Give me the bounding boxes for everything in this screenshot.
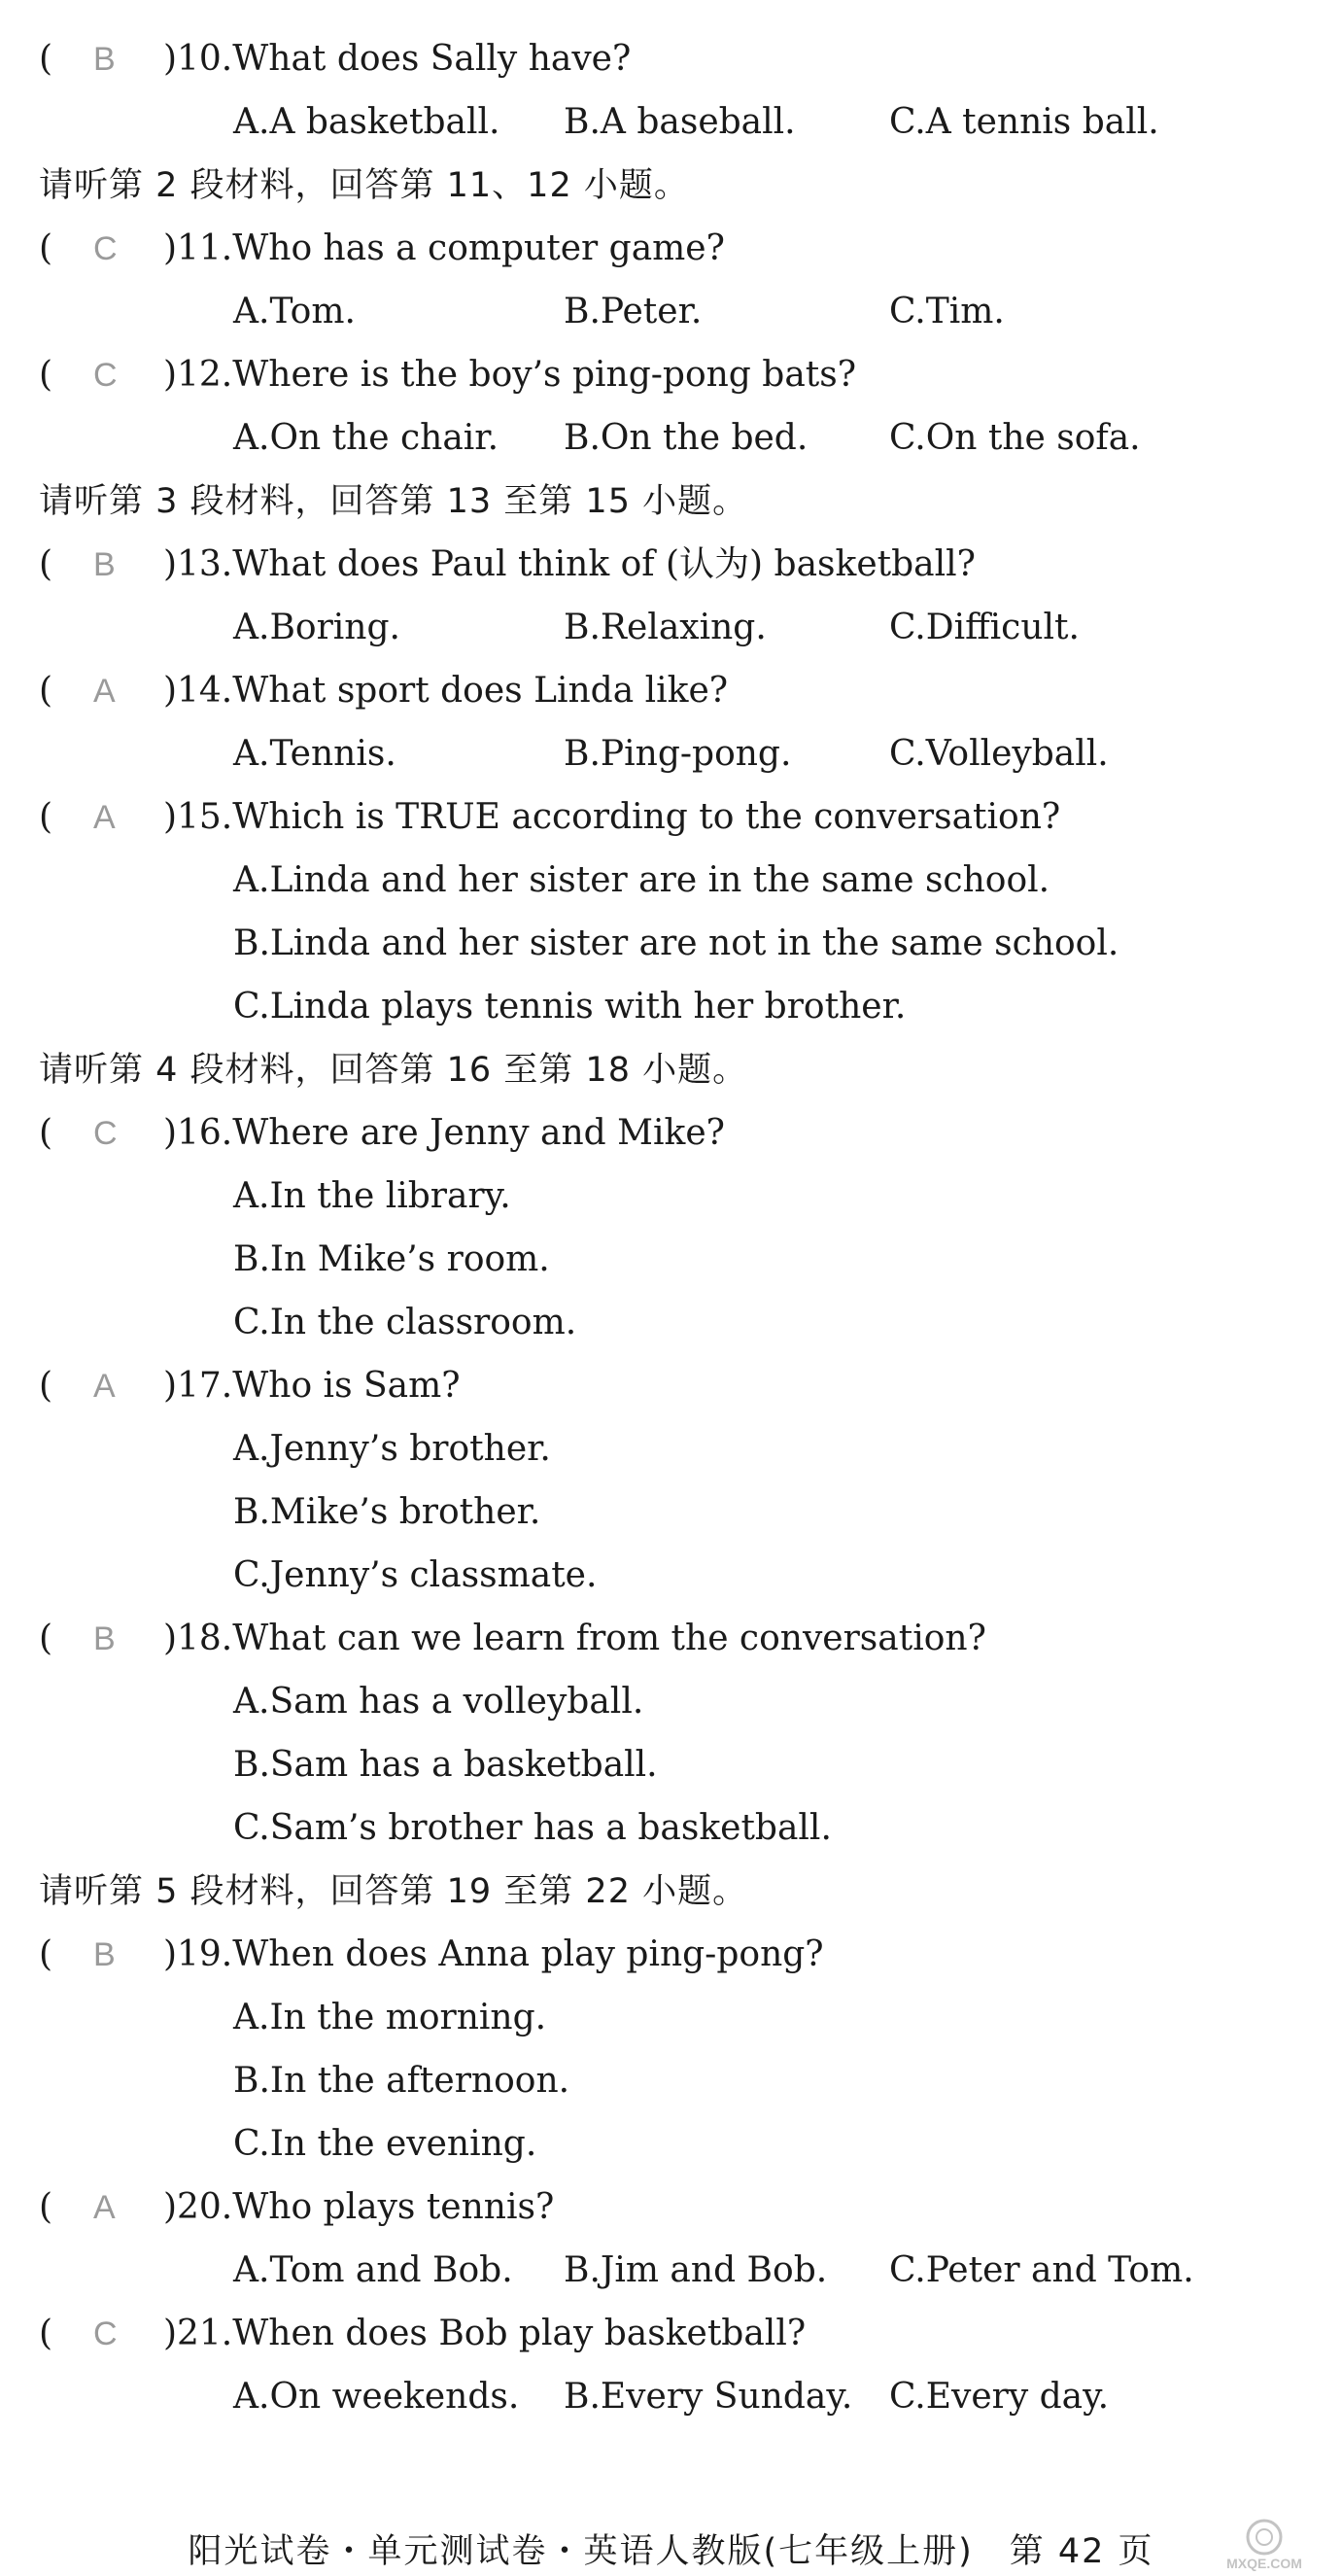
option-c: C.In the evening.	[233, 2124, 537, 2164]
paren-open: (	[39, 355, 53, 395]
paren-open: (	[39, 1934, 53, 1974]
question-text: 15.Which is TRUE according to the conversation?	[177, 797, 1061, 837]
question-13	[0, 540, 1342, 589]
question-18-option-b	[0, 1741, 1342, 1790]
option-b: B.Jim and Bob.	[564, 2250, 828, 2290]
option-c: C.Difficult.	[889, 608, 1080, 647]
question-text: 21.When does Bob play basketball?	[177, 2314, 807, 2353]
option-a: A.Jenny’s brother.	[233, 1429, 551, 1469]
paren-close: )	[163, 1619, 178, 1658]
answer-mark: B	[93, 1936, 116, 1973]
option-a: A.On weekends.	[233, 2377, 520, 2417]
question-text: 17.Who is Sam?	[177, 1366, 461, 1406]
paren-open: (	[39, 1619, 53, 1658]
option-a: A.Linda and her sister are in the same school.	[233, 860, 1050, 900]
paren-open: (	[39, 228, 53, 268]
option-a: A.In the library.	[233, 1176, 511, 1216]
section-heading-3: 请听第 3 段材料，回答第 13 至第 15 小题。	[39, 482, 748, 521]
answer-mark: C	[93, 357, 118, 394]
question-20	[0, 2183, 1342, 2232]
paren-close: )	[163, 1934, 178, 1974]
paren-close: )	[163, 355, 178, 395]
question-21	[0, 2310, 1342, 2358]
paren-open: (	[39, 39, 53, 79]
paren-close: )	[163, 2187, 178, 2227]
question-text: 11.Who has a computer game?	[177, 228, 725, 268]
question-17-option-c	[0, 1551, 1342, 1600]
option-c: C.Tim.	[889, 292, 1005, 331]
question-12	[0, 351, 1342, 400]
question-16-option-a	[0, 1172, 1342, 1221]
question-14	[0, 667, 1342, 715]
option-c: C.Linda plays tennis with her brother.	[233, 987, 907, 1027]
question-12-options	[0, 414, 1342, 463]
page-footer: 阳光试卷・单元测试卷・英语人教版(七年级上册) 第 42 页	[188, 2532, 1154, 2571]
question-10	[0, 35, 1342, 84]
option-c: C.Sam’s brother has a basketball.	[233, 1808, 832, 1848]
question-text: 19.When does Anna play ping-pong?	[177, 1934, 824, 1974]
option-b: B.In Mike’s room.	[233, 1239, 550, 1279]
paren-open: (	[39, 671, 53, 711]
paren-close: )	[163, 544, 178, 584]
question-16	[0, 1109, 1342, 1158]
paren-close: )	[163, 671, 178, 711]
option-b: B.Linda and her sister are not in the same school.	[233, 923, 1119, 963]
option-c: C.Jenny’s classmate.	[233, 1555, 598, 1595]
svg-text:MXQE.COM: MXQE.COM	[1226, 2556, 1302, 2571]
option-b: B.Sam has a basketball.	[233, 1745, 658, 1785]
question-15-option-b	[0, 920, 1342, 968]
paren-open: (	[39, 544, 53, 584]
option-b: B.Mike’s brother.	[233, 1492, 541, 1532]
question-10-options	[0, 98, 1342, 147]
option-a: A.Tom.	[233, 292, 356, 331]
question-11-options	[0, 288, 1342, 336]
question-21-options	[0, 2373, 1342, 2421]
option-c: C.Every day.	[889, 2377, 1110, 2417]
watermark-logo	[1206, 2518, 1323, 2572]
answer-mark: C	[93, 230, 118, 267]
question-text: 18.What can we learn from the conversation?	[177, 1619, 986, 1658]
option-a: A.Sam has a volleyball.	[233, 1682, 644, 1722]
question-text: 10.What does Sally have?	[177, 39, 632, 79]
question-text: 13.What does Paul think of (认为) basketball?	[177, 544, 976, 584]
question-17	[0, 1362, 1342, 1410]
option-a: A.A basketball.	[233, 102, 500, 142]
option-b: B.A baseball.	[564, 102, 796, 142]
question-17-option-b	[0, 1488, 1342, 1537]
question-20-options	[0, 2246, 1342, 2295]
question-13-options	[0, 604, 1342, 652]
option-a: A.In the morning.	[233, 1998, 547, 2037]
option-b: B.Ping-pong.	[564, 734, 792, 774]
question-19	[0, 1931, 1342, 1979]
question-14-options	[0, 730, 1342, 779]
section-heading-4: 请听第 4 段材料，回答第 16 至第 18 小题。	[39, 1051, 748, 1090]
option-c: C.A tennis ball.	[889, 102, 1159, 142]
question-15	[0, 793, 1342, 842]
option-b: B.Every Sunday.	[564, 2377, 853, 2417]
answer-mark: B	[93, 41, 116, 78]
option-c: C.Volleyball.	[889, 734, 1109, 774]
question-text: 16.Where are Jenny and Mike?	[177, 1113, 725, 1153]
question-16-option-b	[0, 1236, 1342, 1284]
answer-mark: C	[93, 1115, 118, 1152]
question-18	[0, 1615, 1342, 1663]
option-a: A.On the chair.	[233, 418, 499, 458]
question-18-option-a	[0, 1678, 1342, 1726]
question-15-option-a	[0, 856, 1342, 905]
answer-mark: A	[93, 2189, 116, 2226]
option-c: C.In the classroom.	[233, 1303, 577, 1342]
option-b: B.On the bed.	[564, 418, 809, 458]
paren-open: (	[39, 1113, 53, 1153]
question-19-option-b	[0, 2057, 1342, 2106]
answer-mark: B	[93, 546, 116, 583]
paren-open: (	[39, 2314, 53, 2353]
answer-mark: B	[93, 1620, 116, 1657]
option-b: B.Relaxing.	[564, 608, 767, 647]
paren-close: )	[163, 797, 178, 837]
question-text: 14.What sport does Linda like?	[177, 671, 729, 711]
paren-open: (	[39, 1366, 53, 1406]
section-heading-2: 请听第 2 段材料，回答第 11、12 小题。	[39, 166, 689, 205]
question-19-option-c	[0, 2120, 1342, 2169]
paren-close: )	[163, 1366, 178, 1406]
option-a: A.Boring.	[233, 608, 400, 647]
paren-close: )	[163, 2314, 178, 2353]
question-16-option-c	[0, 1299, 1342, 1347]
question-text: 20.Who plays tennis?	[177, 2187, 555, 2227]
answer-mark: A	[93, 673, 116, 710]
question-15-option-c	[0, 983, 1342, 1031]
question-17-option-a	[0, 1425, 1342, 1474]
option-a: A.Tom and Bob.	[233, 2250, 513, 2290]
paren-open: (	[39, 2187, 53, 2227]
answer-mark: C	[93, 2315, 118, 2352]
question-11	[0, 225, 1342, 273]
question-19-option-a	[0, 1994, 1342, 2042]
question-text: 12.Where is the boy’s ping-pong bats?	[177, 355, 857, 395]
option-c: C.On the sofa.	[889, 418, 1141, 458]
option-b: B.In the afternoon.	[233, 2061, 570, 2101]
paren-close: )	[163, 1113, 178, 1153]
option-b: B.Peter.	[564, 292, 703, 331]
answer-mark: A	[93, 799, 116, 836]
option-a: A.Tennis.	[233, 734, 396, 774]
answer-mark: A	[93, 1368, 116, 1405]
question-18-option-c	[0, 1804, 1342, 1853]
paren-close: )	[163, 39, 178, 79]
option-c: C.Peter and Tom.	[889, 2250, 1194, 2290]
section-heading-5: 请听第 5 段材料，回答第 19 至第 22 小题。	[39, 1872, 748, 1911]
paren-open: (	[39, 797, 53, 837]
paren-close: )	[163, 228, 178, 268]
